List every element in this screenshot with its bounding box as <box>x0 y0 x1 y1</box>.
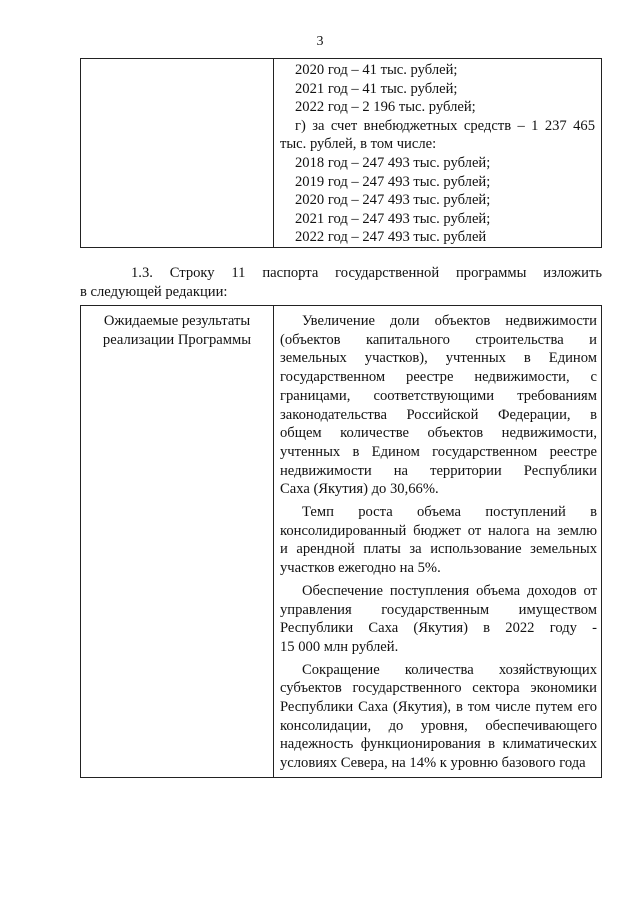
results-line: 15 000 млн рублей. <box>280 638 399 655</box>
results-line: условиях Севера, на 14% к уровню базового года <box>280 755 586 772</box>
results-line: законодательства Российской Федерации, в <box>280 406 597 423</box>
results-line: учтенных в Едином государственном реестре <box>280 443 597 460</box>
table-row <box>81 59 602 248</box>
results-line: и арендной платы за использование земельных <box>280 541 597 558</box>
funding-line: 2022 год – 247 493 тыс. рублей <box>295 229 487 246</box>
results-paragraph <box>280 503 597 578</box>
results-line: Темп роста объема поступлений в <box>302 504 597 521</box>
results-line: Сокращение количества хозяйствующих <box>302 661 597 678</box>
results-line: управления государственным имуществом <box>280 601 597 618</box>
results-line: Обеспечение поступления объема доходов от <box>302 582 597 599</box>
expected-results-table <box>80 305 602 778</box>
results-line: общем количестве объектов недвижимости, <box>280 425 597 442</box>
funding-line: 2018 год – 247 493 тыс. рублей; <box>295 154 491 171</box>
results-line: консолидации, до уровня, обеспечивающего <box>280 717 597 734</box>
page-number: 3 <box>316 34 324 49</box>
table-cell-empty <box>81 59 274 248</box>
row-label-line: Ожидаемые результаты <box>103 313 251 329</box>
amendment-paragraph <box>80 264 602 302</box>
funding-line: 2020 год – 41 тыс. рублей; <box>295 62 458 78</box>
results-line: недвижимости на территории Республики <box>280 462 597 479</box>
results-line: надежность функционирования в климатических <box>280 736 597 753</box>
funding-table-continuation <box>80 58 602 248</box>
funding-line: 2022 год – 2 196 тыс. рублей; <box>295 99 476 116</box>
results-line: Республики Саха (Якутия) в 2022 году - <box>280 620 597 637</box>
results-line: границами, соответствующими требованиям <box>280 387 597 404</box>
row-label-line: реализации Программы <box>102 331 252 348</box>
results-line: (объектов капитального строительства и <box>280 331 597 348</box>
funding-line: 2021 год – 247 493 тыс. рублей; <box>295 210 491 227</box>
results-paragraph <box>280 582 597 657</box>
row-label-cell <box>81 306 274 778</box>
results-paragraph <box>280 312 597 499</box>
paragraph-line: в следующей редакции: <box>80 284 228 300</box>
funding-cell <box>274 59 602 248</box>
results-line: Увеличение доли объектов недвижимости <box>302 313 597 329</box>
table-row <box>81 306 602 778</box>
results-line: Саха (Якутия) до 30,66%. <box>280 481 439 498</box>
funding-line: г) за счет внебюджетных средств – 1 237 465 <box>295 117 595 134</box>
funding-line: 2021 год – 41 тыс. рублей; <box>295 80 458 97</box>
paragraph-line: 1.3. Строку 11 паспорта государственной программы изложить <box>131 265 602 281</box>
results-line: консолидированный бюджет от налога на землю <box>280 522 597 539</box>
funding-line: 2020 год – 247 493 тыс. рублей; <box>295 192 491 209</box>
results-line: Республики Саха (Якутия), в том числе путем его <box>280 699 597 716</box>
results-line: участков ежегодно на 5%. <box>280 560 441 577</box>
results-line: земельных участков), учтенных в Едином <box>280 350 597 367</box>
results-line: субъектов государственного сектора экономики <box>280 680 597 697</box>
funding-line: тыс. рублей, в том числе: <box>280 136 437 153</box>
results-paragraph <box>280 661 597 773</box>
results-line: государственном реестре недвижимости, с <box>280 369 597 386</box>
funding-line: 2019 год – 247 493 тыс. рублей; <box>295 173 491 190</box>
expected-results-cell <box>274 306 602 778</box>
